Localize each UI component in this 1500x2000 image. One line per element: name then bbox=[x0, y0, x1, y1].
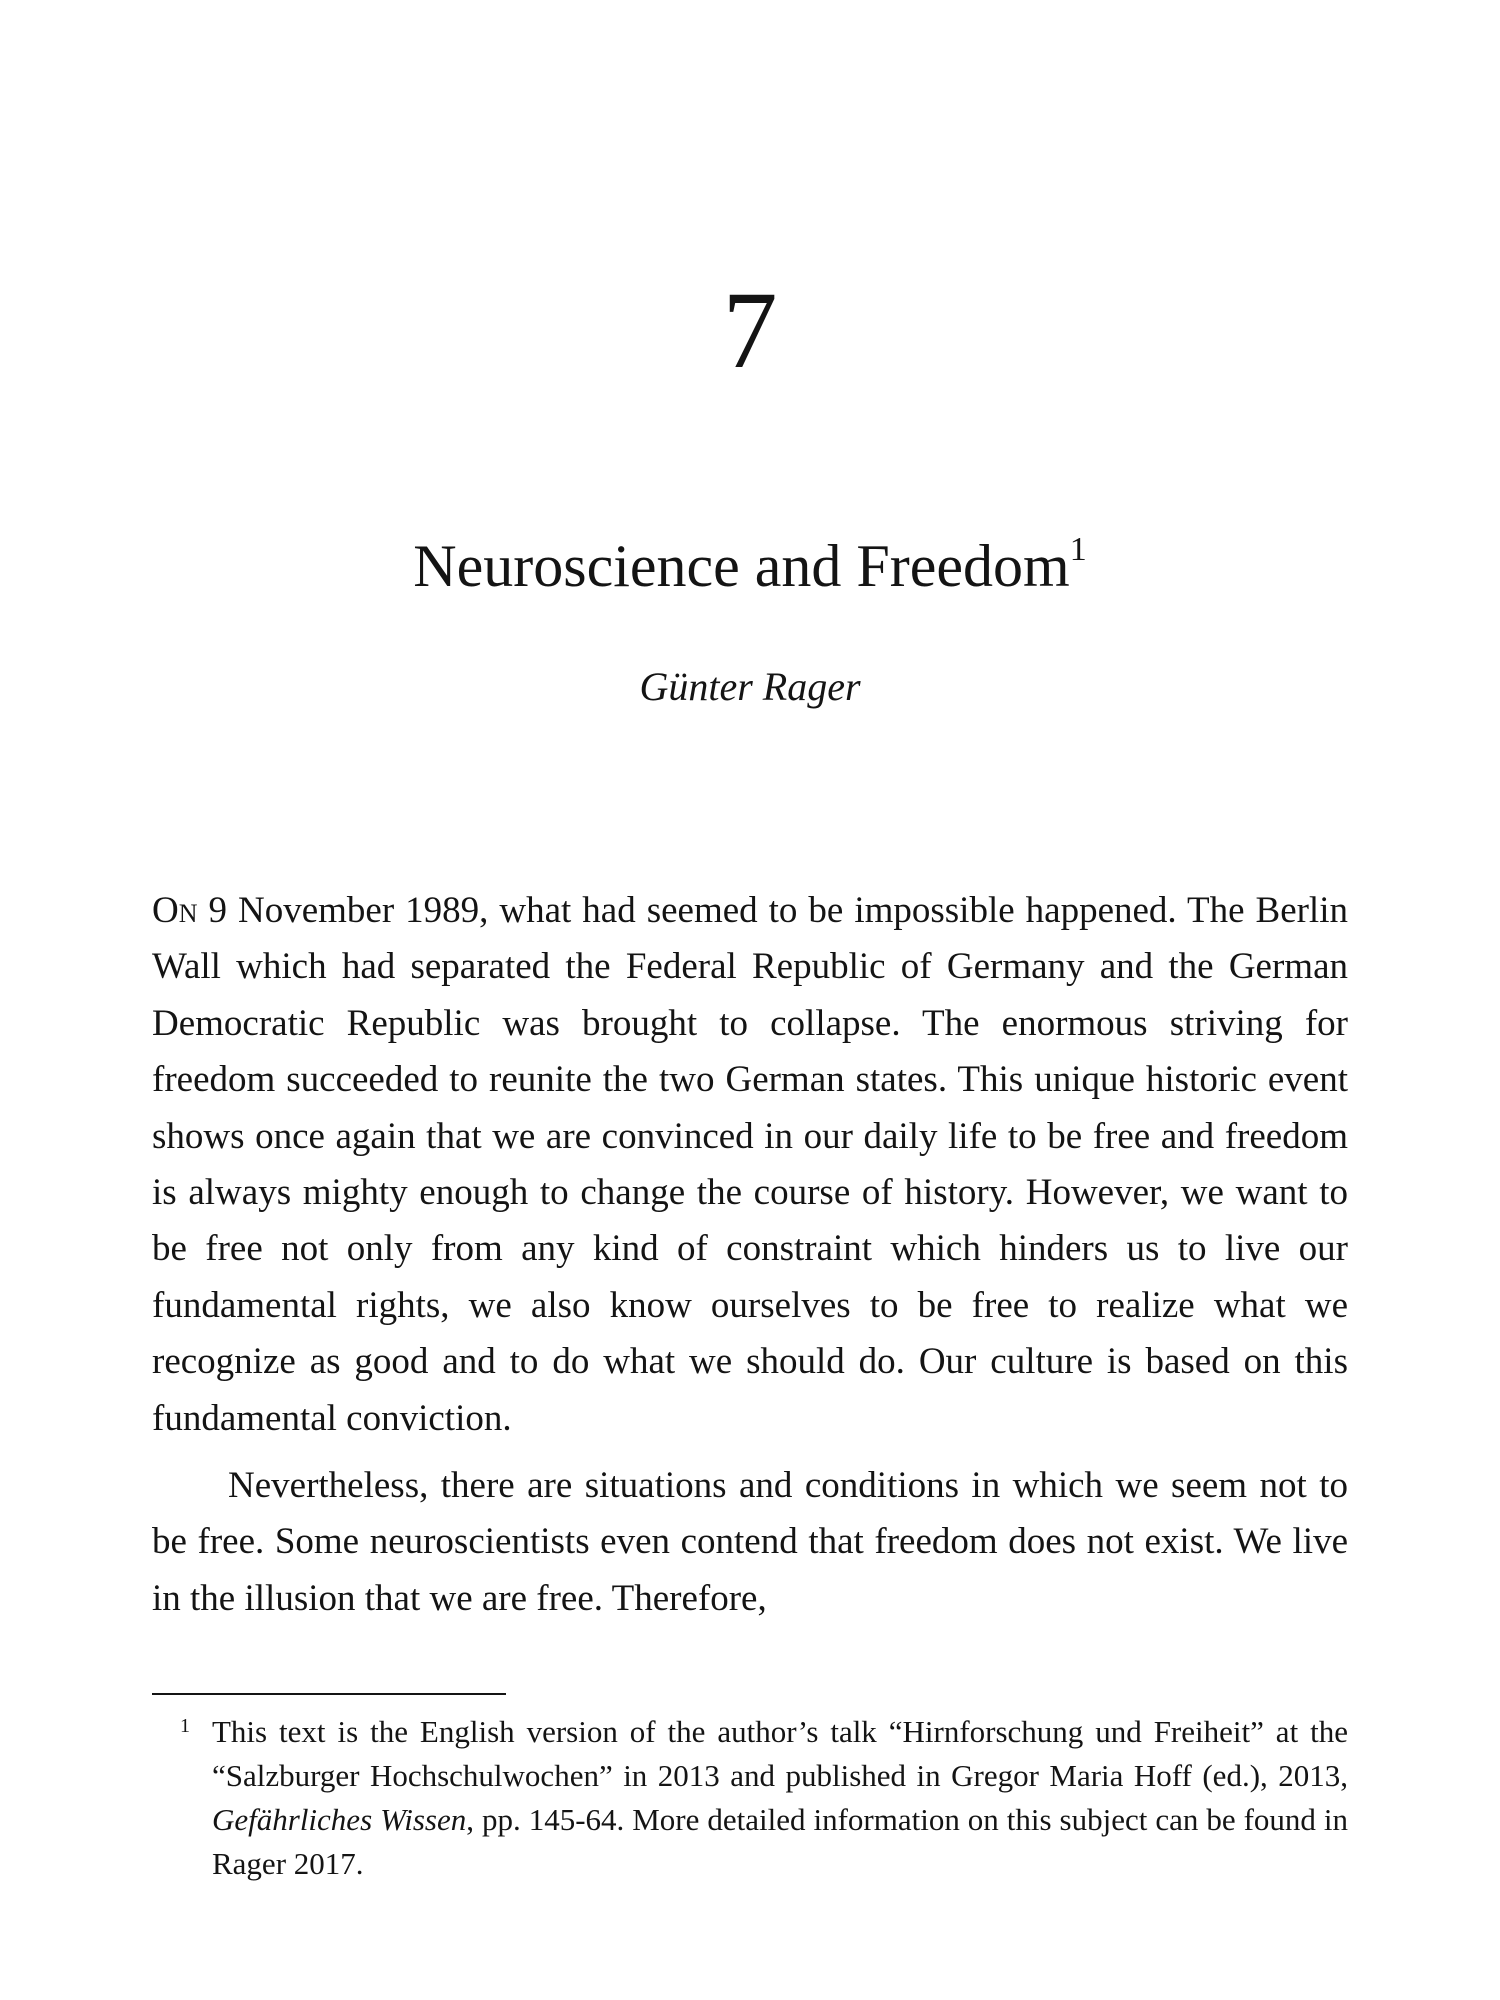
footnote-marker: 1 bbox=[180, 1715, 190, 1737]
footnotes bbox=[152, 1710, 1348, 1886]
chapter-number: 7 bbox=[722, 269, 778, 391]
footnote-divider bbox=[152, 1693, 506, 1695]
footnote-book-title: Gefährliches Wissen bbox=[212, 1802, 467, 1837]
chapter-title bbox=[0, 530, 1500, 602]
footnote-1 bbox=[152, 1710, 1348, 1886]
author-name: Günter Rager bbox=[639, 664, 861, 709]
paragraph-2: Nevertheless, there are situations and conditions in which we seem not to be free. Some neuroscientists even contend that freedom does not exist. We live in the illusion that we are free. Therefore, bbox=[152, 1465, 1348, 1619]
paragraph-1-text: 9 November 1989, what had seemed to be impossible happened. The Berlin Wall which had separated the Federal Republic of Germany and the German Democratic Republic was brought to collapse. The enormous striving for freedom succeeded to reunite the two German states. This unique historic event shows once again that we are convinced in our daily life to be free and freedom is always mighty enough to change the course of history. However, we want to be free not only from any kind of constraint which hinders us to live our fundamental rights, we also know ourselves to be free to realize what we recognize as good and to do what we should do. Our culture is based on this fundamental conviction. bbox=[152, 890, 1348, 1439]
body-text bbox=[152, 883, 1348, 1627]
paragraph-1 bbox=[152, 883, 1348, 1447]
footnote-reference: 1 bbox=[1069, 531, 1087, 568]
paragraph-lead-in: On bbox=[152, 890, 198, 931]
footnote-text-start: This text is the English version of the author’s talk “Hirnforschung und Freiheit” at the “Salzburger Hochschulwochen” in 2013 and published in Gregor Maria Hoff (ed.), 2013, bbox=[212, 1714, 1348, 1793]
chapter-title-text: Neuroscience and Freedom bbox=[413, 533, 1070, 599]
footnote-text-end: , pp. 145-64. More detailed information on this subject can be found in Rager 2017. bbox=[212, 1802, 1348, 1881]
